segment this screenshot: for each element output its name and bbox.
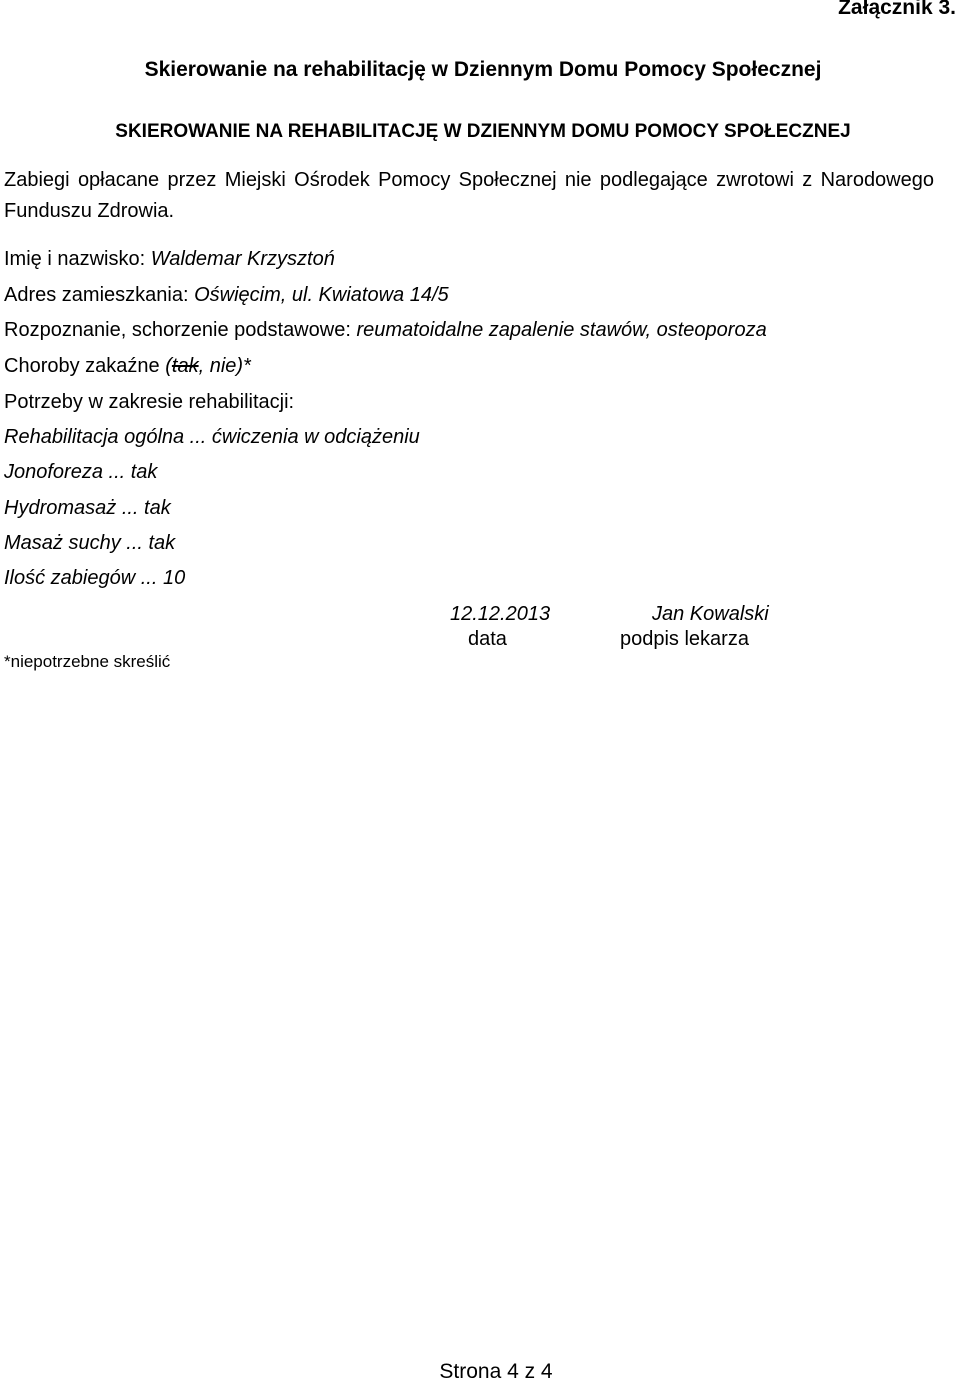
address-label: Adres zamieszkania: <box>4 284 189 306</box>
infectious-option-rest: , nie)* <box>198 355 251 377</box>
signature-name-value: Jan Kowalski <box>652 603 769 625</box>
name-field <box>4 248 335 271</box>
name-label: Imię i nazwisko: <box>4 248 146 270</box>
address-field <box>4 284 449 307</box>
intro-paragraph: Zabiegi opłacane przez Miejski Ośrodek Pomocy Społecznej nie podlegające zwrotowi z Narodowego Funduszu Zdrowia. <box>4 169 934 222</box>
signature-name-label: podpis lekarza <box>620 628 749 650</box>
diagnosis-label: Rozpoznanie, schorzenie podstawowe: <box>4 319 351 341</box>
diagnosis-value: reumatoidalne zapalenie stawów, osteoporoza <box>356 319 767 341</box>
page-number: Strona 4 z 4 <box>439 1360 553 1383</box>
infectious-label: Choroby zakaźne <box>4 355 160 377</box>
signature-date-value: 12.12.2013 <box>450 603 551 625</box>
infectious-options <box>165 355 251 377</box>
signature-date-label: data <box>468 628 507 650</box>
needs-heading: Potrzeby w zakresie rehabilitacji: <box>4 391 295 413</box>
treatment-item: Hydromasaż ... tak <box>4 497 171 519</box>
footnote: *niepotrzebne skreślić <box>4 652 171 671</box>
infectious-field <box>4 355 251 378</box>
infectious-option-struck: tak <box>171 355 199 377</box>
treatment-item: Masaż suchy ... tak <box>4 532 176 554</box>
attachment-label: Załącznik 3. <box>838 0 956 19</box>
treatment-count: Ilość zabiegów ... 10 <box>4 567 186 589</box>
infectious-open-paren: ( <box>165 355 172 377</box>
diagnosis-field <box>4 319 767 342</box>
treatment-item: Rehabilitacja ogólna ... ćwiczenia w odciążeniu <box>4 426 420 448</box>
treatment-item: Jonoforeza ... tak <box>4 461 158 483</box>
document-title: Skierowanie na rehabilitację w Dziennym Domu Pomocy Społecznej <box>144 58 822 81</box>
name-value: Waldemar Krzysztoń <box>150 248 335 270</box>
address-value: Oświęcim, ul. Kwiatowa 14/5 <box>194 284 449 306</box>
form-title: SKIEROWANIE NA REHABILITACJĘ W DZIENNYM DOMU POMOCY SPOŁECZNEJ <box>115 121 851 142</box>
